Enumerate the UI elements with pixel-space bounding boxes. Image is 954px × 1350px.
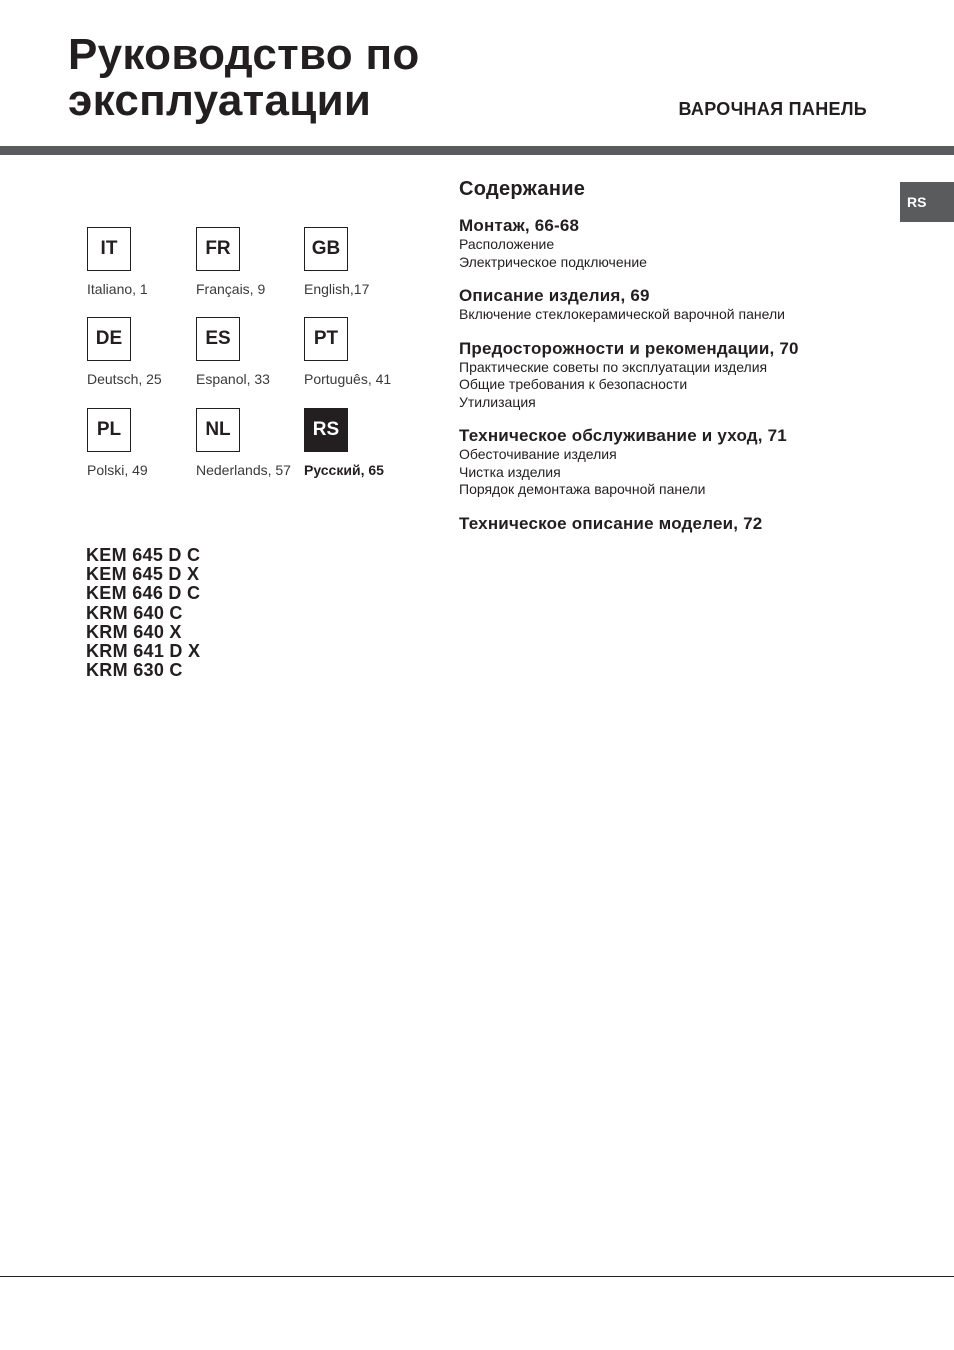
model-item: KRM 640 C [86, 602, 183, 623]
model-list [86, 546, 200, 680]
language-code-box-active[interactable]: RS [304, 408, 348, 452]
language-label: Italiano, 1 [87, 281, 148, 297]
toc-section-description [459, 286, 889, 324]
toc-item[interactable]: Утилизация [459, 393, 536, 410]
model-item: KEM 645 D X [86, 564, 200, 585]
table-of-contents [459, 178, 889, 549]
language-entry-nl[interactable] [196, 408, 306, 478]
language-code-box[interactable]: PT [304, 317, 348, 361]
language-entry-es[interactable] [196, 317, 306, 387]
toc-section-title[interactable]: Монтаж, 66-68 [459, 216, 580, 235]
language-label: Espanol, 33 [196, 371, 270, 387]
language-entry-fr[interactable] [196, 227, 306, 297]
toc-section-title[interactable]: Техническое описание моделеи, 72 [459, 513, 763, 533]
toc-section-title[interactable]: Предосторожности и рекомендации, 70 [459, 338, 799, 358]
language-entry-de[interactable] [87, 317, 197, 387]
toc-heading: Содержание [459, 178, 586, 200]
language-code-box[interactable]: FR [196, 227, 240, 271]
language-entry-it[interactable] [87, 227, 197, 297]
toc-section-title[interactable]: Техническое обслуживание и уход, 71 [459, 426, 787, 445]
language-label-active: Русский, 65 [304, 462, 384, 478]
header-divider [0, 146, 954, 155]
model-item: KRM 641 D X [86, 641, 201, 662]
language-code-box[interactable]: PL [87, 408, 131, 452]
toc-item[interactable]: Практические советы по эксплуатации изделия [459, 358, 768, 375]
page-title-line-2: эксплуатации [68, 76, 372, 125]
toc-section-installation [459, 216, 889, 271]
toc-section-title[interactable]: Описание изделия, 69 [459, 286, 650, 305]
model-item: KRM 640 X [86, 621, 182, 642]
toc-item[interactable]: Порядок демонтажа варочной панели [459, 481, 706, 497]
toc-section-precautions [459, 339, 889, 412]
product-subtitle: ВАРОЧНАЯ ПАНЕЛЬ [678, 99, 867, 119]
language-entry-rs[interactable] [304, 408, 414, 478]
model-item: KEM 645 D C [86, 545, 201, 565]
toc-item[interactable]: Расположение [459, 236, 555, 252]
toc-section-maintenance [459, 426, 889, 499]
page-title [68, 32, 420, 124]
toc-item[interactable]: Чистка изделия [459, 463, 561, 480]
language-code-box[interactable]: NL [196, 408, 240, 452]
language-label: Português, 41 [304, 371, 392, 387]
language-label: English,17 [304, 281, 370, 297]
model-item: KRM 630 C [86, 660, 183, 681]
language-label: Polski, 49 [87, 462, 148, 478]
footer-divider [0, 1276, 954, 1277]
language-entry-gb[interactable] [304, 227, 414, 297]
page-title-line-1: Руководство по [68, 30, 420, 79]
language-label: Français, 9 [196, 281, 266, 297]
toc-item[interactable]: Общие требования к безопасности [459, 376, 688, 392]
language-code-box[interactable]: DE [87, 317, 131, 361]
language-label: Deutsch, 25 [87, 371, 162, 387]
language-entry-pt[interactable] [304, 317, 414, 387]
language-entry-pl[interactable] [87, 408, 197, 478]
language-label: Nederlands, 57 [196, 462, 291, 478]
language-code-box[interactable]: GB [304, 227, 348, 271]
toc-item[interactable]: Включение стеклокерамической варочной панели [459, 306, 785, 322]
model-item: KEM 646 D C [86, 583, 201, 604]
toc-section-technical [459, 514, 889, 534]
toc-item[interactable]: Обесточивание изделия [459, 446, 617, 462]
language-code-box[interactable]: IT [87, 227, 131, 271]
language-side-tab: RS [900, 182, 954, 222]
language-code-box[interactable]: ES [196, 317, 240, 361]
toc-item[interactable]: Электрическое подключение [459, 253, 647, 270]
